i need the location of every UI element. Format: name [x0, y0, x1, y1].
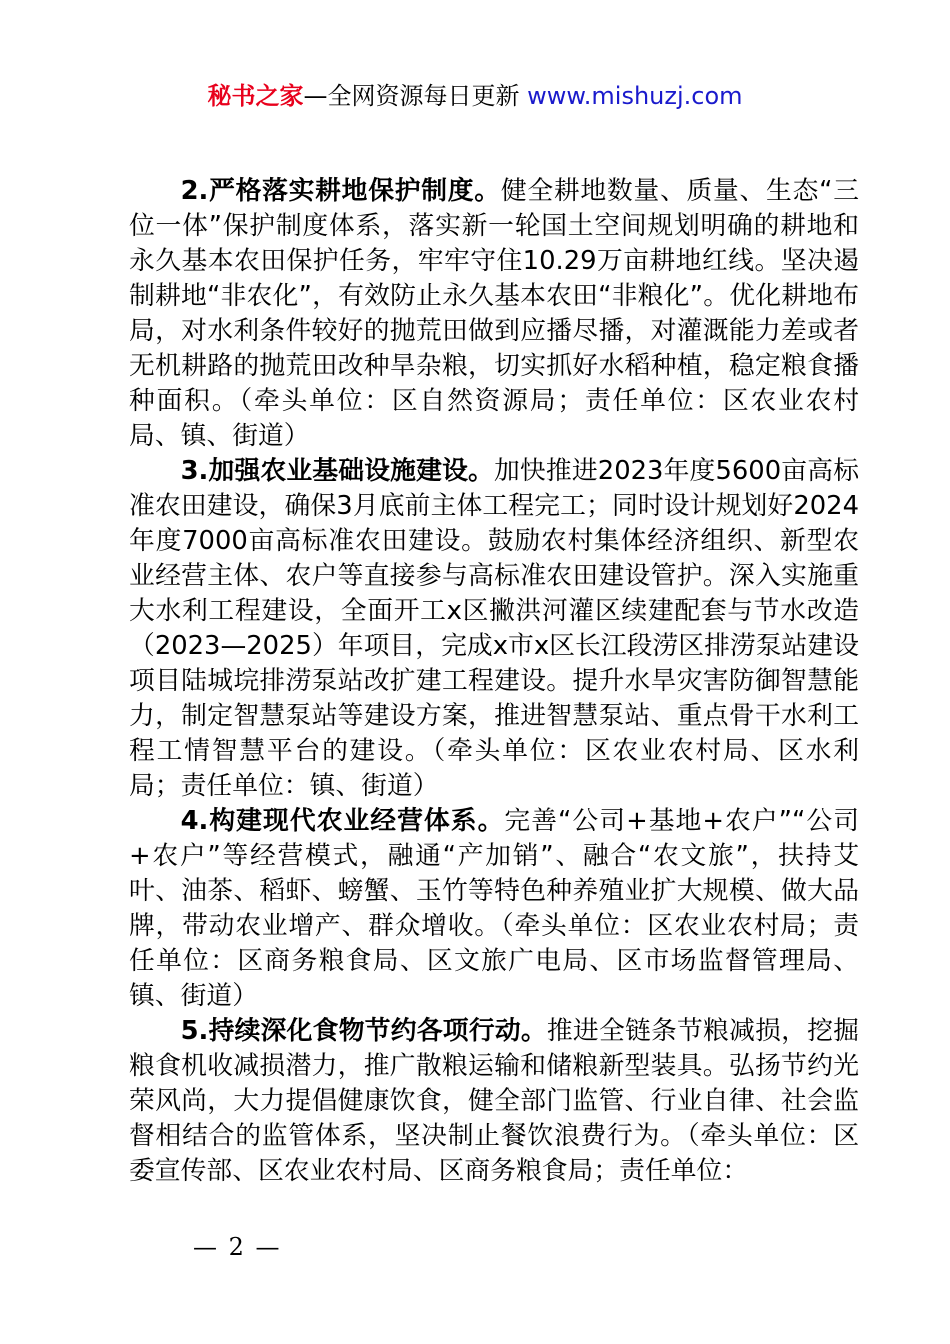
page-number: — 2 — [193, 1233, 282, 1261]
paragraph-3 [129, 454, 859, 804]
paragraph-4 [129, 804, 859, 1014]
site-brand: 秘书之家 [207, 82, 304, 110]
paragraph-text: 加快推进2023年度5600亩高标准农田建设，确保3月底前主体工程完工；同时设计规划好2024年度7000亩高标准农田建设。鼓励农村集体经济组织、新型农业经营主体、农户等直接参与高标准农田建设管护。深入实施重大水利工程建设，全面开工x区撇洪河灌区续建配套与节水改造（2023—2025）年项目，完成x市x区长江段涝区排涝泵站建设项目陆城垸排涝泵站改扩建工程建设。提升水旱灾害防御智慧能力，制定智慧泵站等建设方案，推进智慧泵站、重点骨干水利工程工情智慧平台的建设。（牵头单位：区农业农村局、区水利局；责任单位：镇、街道） [129, 456, 859, 801]
paragraph-heading: 2.严格落实耕地保护制度。 [180, 176, 501, 206]
paragraph-text: 健全耕地数量、质量、生态“三位一体”保护制度体系，落实新一轮国土空间规划明确的耕地和永久基本农田保护任务，牢牢守住10.29万亩耕地红线。坚决遏制耕地“非农化”，有效防止永久基本农田“非粮化”。优化耕地布局，对水利条件较好的抛荒田做到应播尽播，对灌溉能力差或者无机耕路的抛荒田改种旱杂粮，切实抓好水稻种植，稳定粮食播种面积。（牵头单位：区自然资源局；责任单位：区农业农村局、镇、街道） [129, 176, 859, 451]
paragraph-heading: 4.构建现代农业经营体系。 [180, 806, 505, 836]
paragraph-heading: 5.持续深化食物节约各项行动。 [180, 1016, 547, 1046]
paragraph-5 [129, 1014, 859, 1189]
paragraph-text: 推进全链条节粮减损，挖掘粮食机收减损潜力，推广散粮运输和储粮新型装具。弘扬节约光荣风尚，大力提倡健康饮食，健全部门监管、行业自律、社会监督相结合的监管体系，坚决制止餐饮浪费行为。（牵头单位：区委宣传部、区农业农村局、区商务粮食局；责任单位： [129, 1016, 859, 1186]
document-body [129, 174, 859, 1189]
paragraph-2 [129, 174, 859, 454]
site-url-link[interactable]: www.mishuzj.com [527, 82, 743, 110]
site-header [0, 80, 950, 112]
paragraph-heading: 3.加强农业基础设施建设。 [180, 456, 494, 486]
paragraph-text: 完善“公司+基地+农户”“公司+农户”等经营模式，融通“产加销”、融合“农文旅”，扶持艾叶、油茶、稻虾、螃蟹、玉竹等特色种养殖业扩大规模、做大品牌，带动农业增产、群众增收。（牵头单位：区农业农村局；责任单位：区商务粮食局、区文旅广电局、区市场监督管理局、镇、街道） [129, 806, 860, 1011]
site-tagline: —全网资源每日更新 [303, 82, 528, 110]
